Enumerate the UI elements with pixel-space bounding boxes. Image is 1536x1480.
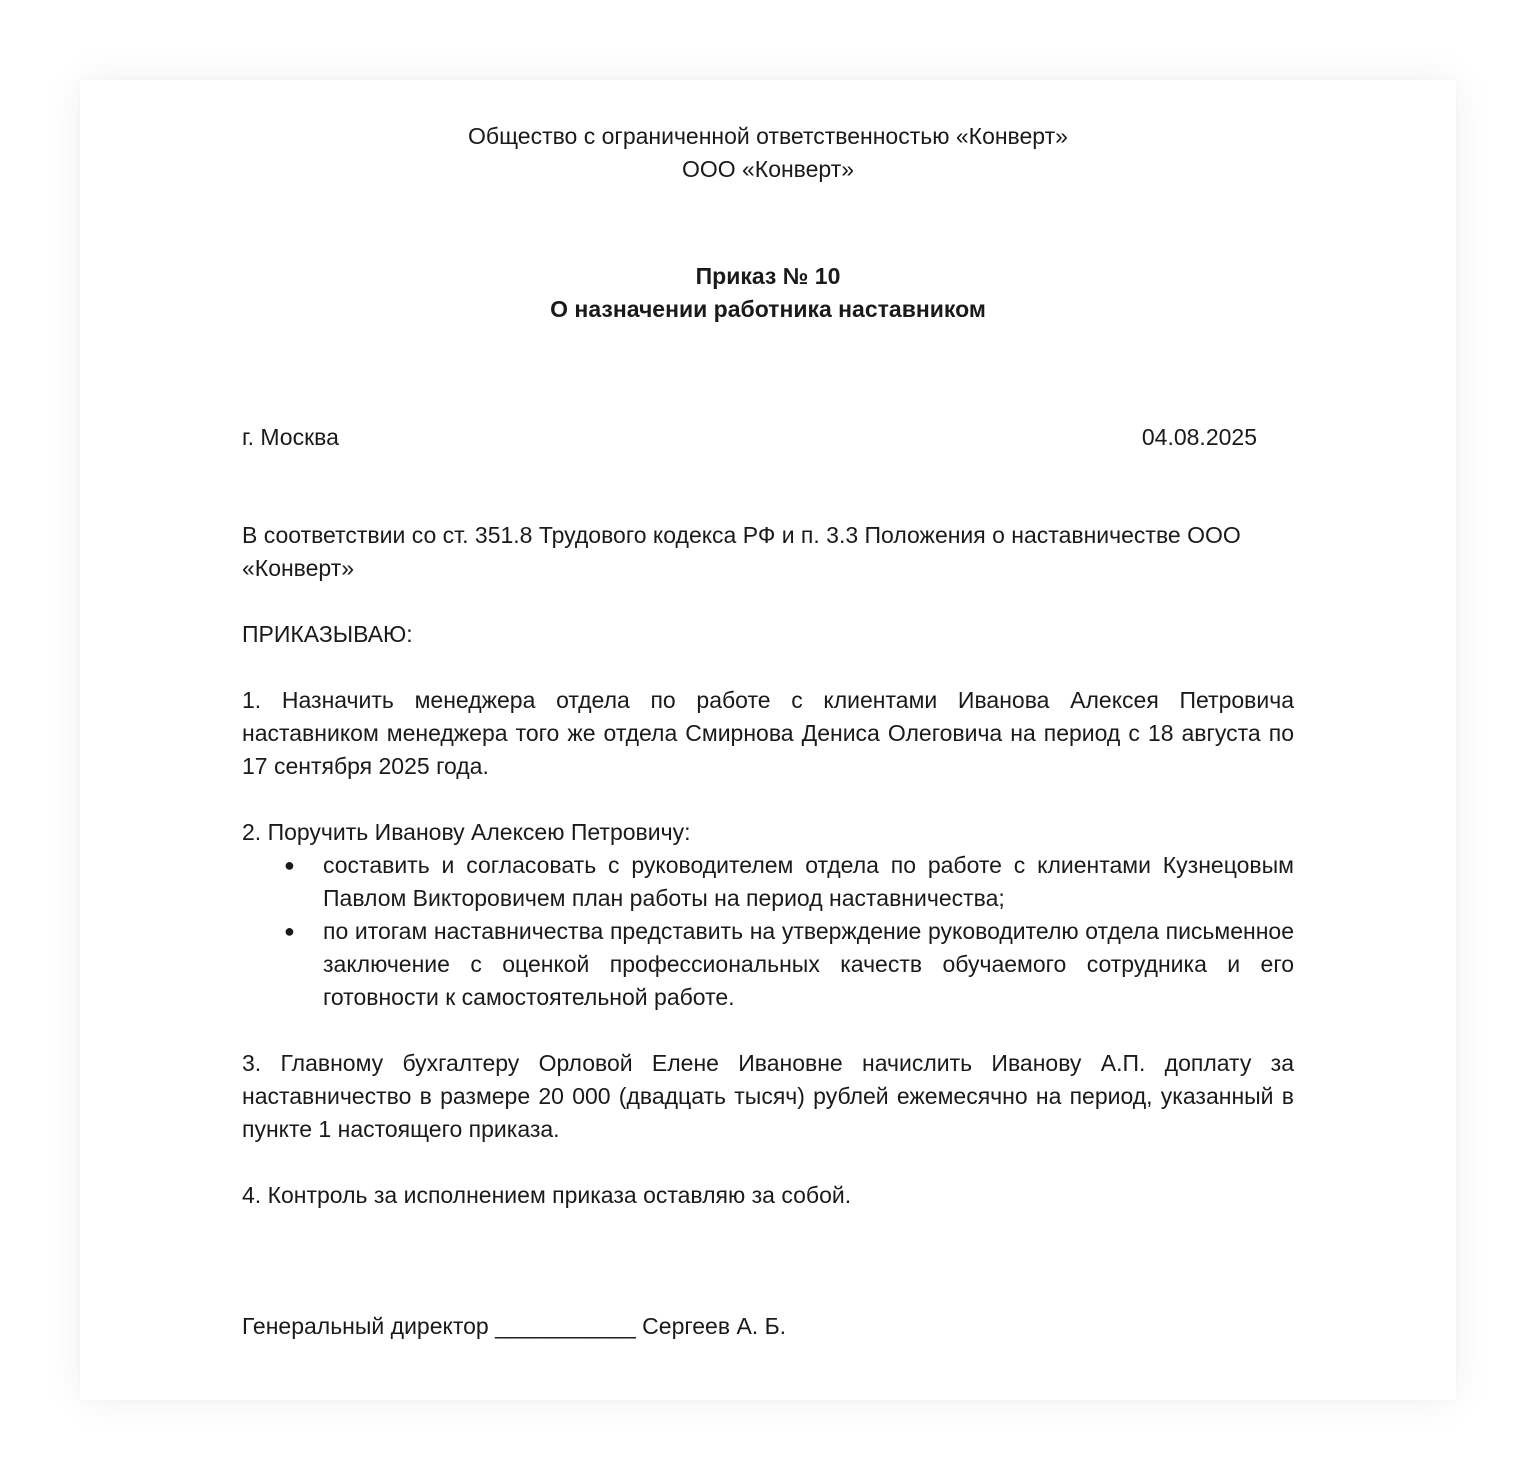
order-item-2-bullets <box>242 849 1294 1014</box>
bullet-icon: ● <box>284 855 295 875</box>
list-item <box>242 849 1294 915</box>
bullet-text: по итогам наставничества представить на утверждение руководителю отдела письменное заключение с оценкой профессиональных качеств обучаемого сотрудника и его готовности к самостоятельной работе. <box>323 918 1294 1010</box>
decree-word: ПРИКАЗЫВАЮ: <box>242 621 413 647</box>
organization-header <box>242 120 1294 186</box>
document-page <box>80 80 1456 1400</box>
order-city: г. Москва <box>242 424 339 450</box>
order-subject: О назначении работника наставником <box>550 296 986 322</box>
order-item-1: 1. Назначить менеджера отдела по работе с клиентами Иванова Алексея Петровича наставником менеджера того же отдела Смирнова Дениса Олеговича на период с 18 августа по 17 сентября 2025 года. <box>242 687 1294 779</box>
organization-full-name: Общество с ограниченной ответственностью «Конверт» <box>468 123 1068 149</box>
bullet-text: составить и согласовать с руководителем отдела по работе с клиентами Кузнецовым Павлом Викторовичем план работы на период наставничества; <box>323 852 1294 911</box>
order-number: Приказ № 10 <box>695 263 841 289</box>
order-item-3: 3. Главному бухгалтеру Орловой Елене Ивановне начислить Иванову А.П. доплату за наставничество в размере 20 000 (двадцать тысяч) рублей ежемесячно на период, указанный в пункте 1 настоящего приказа. <box>242 1050 1294 1142</box>
bullet-icon: ● <box>284 921 295 941</box>
organization-short-name: ООО «Конверт» <box>681 156 855 182</box>
document-content <box>242 120 1294 1343</box>
signature-line: Генеральный директор ___________ Сергеев А. Б. <box>242 1313 787 1339</box>
order-date: 04.08.2025 <box>1141 424 1257 450</box>
order-item-2-lead: 2. Поручить Иванову Алексею Петровичу: <box>242 819 691 845</box>
order-preamble: В соответствии со ст. 351.8 Трудового кодекса РФ и п. 3.3 Положения о наставничестве ООО «Конверт» <box>242 522 1241 581</box>
list-item <box>242 915 1294 1014</box>
order-title-block <box>242 260 1294 326</box>
order-item-2 <box>242 816 1294 1014</box>
order-item-4: 4. Контроль за исполнением приказа оставляю за собой. <box>242 1182 852 1208</box>
place-date-row <box>242 421 1257 454</box>
